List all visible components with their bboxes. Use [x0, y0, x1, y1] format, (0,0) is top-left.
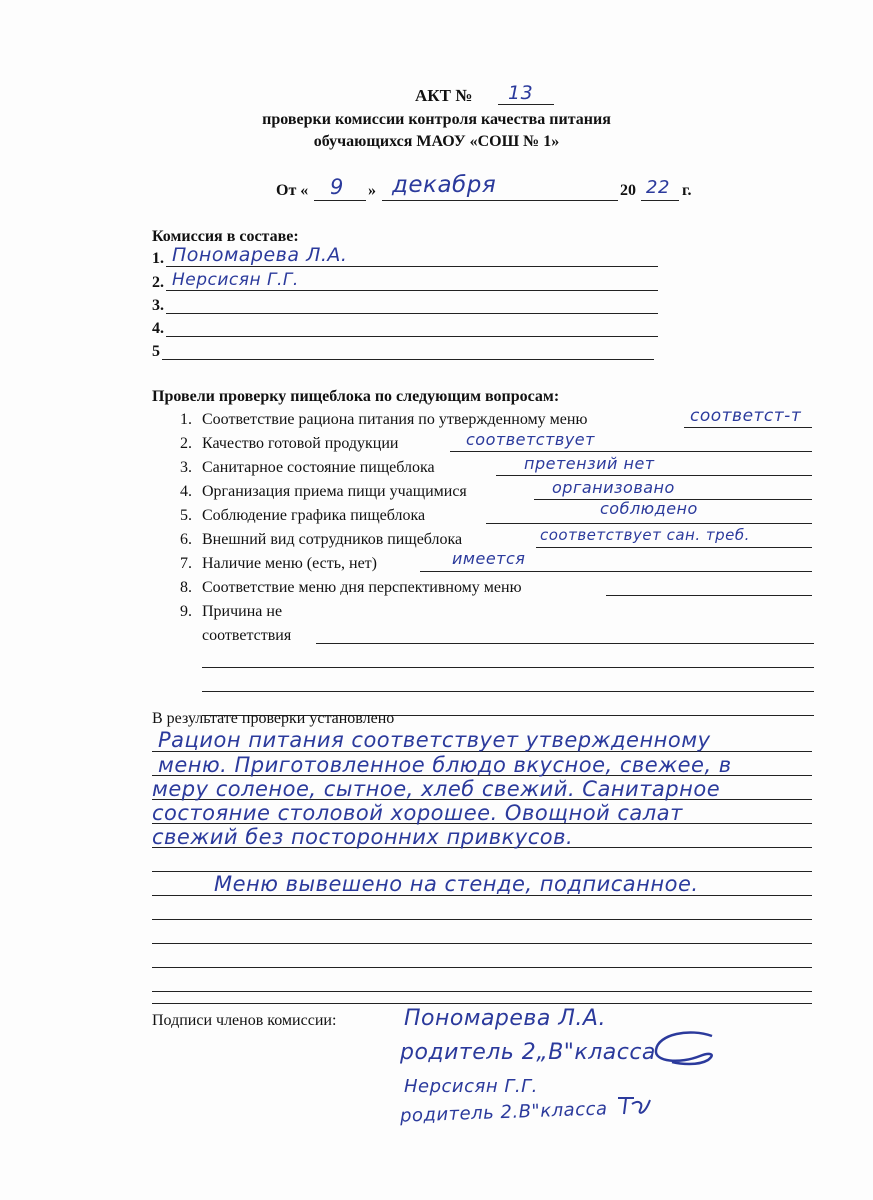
result-line [152, 919, 812, 920]
date-year-line [641, 200, 679, 201]
answer-text: соответствует сан. треб. [540, 526, 750, 544]
answer-line [202, 691, 814, 692]
act-label: АКТ № [415, 86, 473, 105]
answer-line [420, 571, 812, 572]
result-line [152, 967, 812, 968]
member-line [166, 336, 658, 337]
member-num: 5 [152, 343, 160, 360]
question-text: Причина не [202, 603, 283, 620]
date-year-prefix: 20 [620, 182, 636, 199]
result-text: состояние столовой хорошее. Овощной салат [152, 801, 683, 825]
result-line [152, 943, 812, 944]
result-text: Меню вывешено на стенде, подписанное. [214, 872, 699, 896]
answer-line [202, 667, 814, 668]
subtitle-line-2: обучающихся МАОУ «СОШ № 1» [313, 133, 560, 150]
member-num: 3. [152, 297, 164, 314]
answer-line [684, 427, 812, 428]
question-text-cont: соответствия [202, 627, 292, 644]
act-number-line [498, 104, 554, 105]
answer-line [606, 595, 812, 596]
question-num: 6. [180, 531, 192, 548]
date-year-suffix: 22 [646, 177, 670, 198]
signature-1-name: Пономарева Л.А. [404, 1006, 606, 1031]
question-text: Соответствие меню дня перспективному меню [202, 579, 522, 596]
act-title [415, 86, 472, 106]
answer-line [496, 475, 812, 476]
date-day-line [314, 200, 366, 201]
question-text: Соблюдение графика пищеблока [202, 507, 426, 524]
answer-text: соответст-т [690, 406, 802, 426]
signature-2-name: Нерсисян Г.Г. [404, 1076, 538, 1097]
commission-heading: Комиссия в составе: [152, 228, 299, 245]
member-line [166, 266, 658, 267]
answer-text: имеется [452, 549, 526, 568]
member-name: Нерсисян Г.Г. [172, 270, 299, 290]
question-text: Наличие меню (есть, нет) [202, 555, 377, 572]
signatures-label: Подписи членов комиссии: [152, 1012, 337, 1029]
question-num: 1. [180, 411, 192, 428]
answer-text: соответствует [466, 430, 595, 449]
member-line [166, 313, 658, 314]
question-text: Санитарное состояние пищеблока [202, 459, 435, 476]
question-text: Соответствие рациона питания по утвержденному меню [202, 411, 588, 428]
question-text: Качество готовой продукции [202, 435, 399, 452]
question-text: Внешний вид сотрудников пищеблока [202, 531, 463, 548]
result-text: меру соленое, сытное, хлеб свежий. Санитарное [152, 777, 721, 801]
subtitle-line-1: проверки комиссии контроля качества питания [262, 111, 611, 128]
member-line [166, 290, 658, 291]
date-year-end: г. [682, 182, 692, 199]
question-num: 8. [180, 579, 192, 596]
result-text: меню. Приготовленное блюдо вкусное, свежее, в [158, 753, 732, 777]
member-num: 2. [152, 274, 164, 291]
answer-line [316, 643, 814, 644]
date-month: декабря [392, 172, 497, 198]
result-line [152, 1003, 812, 1004]
signature-2-scribble [614, 1090, 654, 1120]
date-prefix: От « [276, 182, 309, 199]
inspection-heading: Провели проверку пищеблока по следующим вопросам: [152, 388, 560, 405]
result-text: Рацион питания соответствует утвержденному [158, 728, 711, 752]
question-num: 9. [180, 603, 192, 620]
question-num: 5. [180, 507, 192, 524]
signature-1-role: родитель 2„В"класса [400, 1040, 656, 1065]
answer-text: организовано [552, 478, 675, 497]
act-number: 13 [508, 82, 534, 104]
member-num: 1. [152, 250, 164, 267]
signature-2-role: родитель 2.В"класса [399, 1098, 608, 1127]
question-num: 7. [180, 555, 192, 572]
question-num: 4. [180, 483, 192, 500]
date-month-line [382, 200, 618, 201]
answer-line [450, 451, 812, 452]
result-line [152, 991, 812, 992]
answer-line [486, 523, 812, 524]
question-num: 2. [180, 435, 192, 452]
answer-line [536, 547, 812, 548]
member-line [162, 359, 654, 360]
date-mid: » [368, 182, 376, 199]
question-num: 3. [180, 459, 192, 476]
answer-text: соблюдено [600, 499, 698, 518]
member-name: Пономарева Л.А. [172, 244, 348, 266]
question-text: Организация приема пищи учащимися [202, 483, 467, 500]
result-label: В результате проверки установлено [152, 710, 395, 727]
member-num: 4. [152, 320, 164, 337]
signature-1-scribble [650, 1026, 722, 1070]
answer-text: претензий нет [524, 454, 655, 473]
date-day: 9 [330, 175, 344, 199]
result-text: свежий без посторонних привкусов. [152, 825, 574, 849]
